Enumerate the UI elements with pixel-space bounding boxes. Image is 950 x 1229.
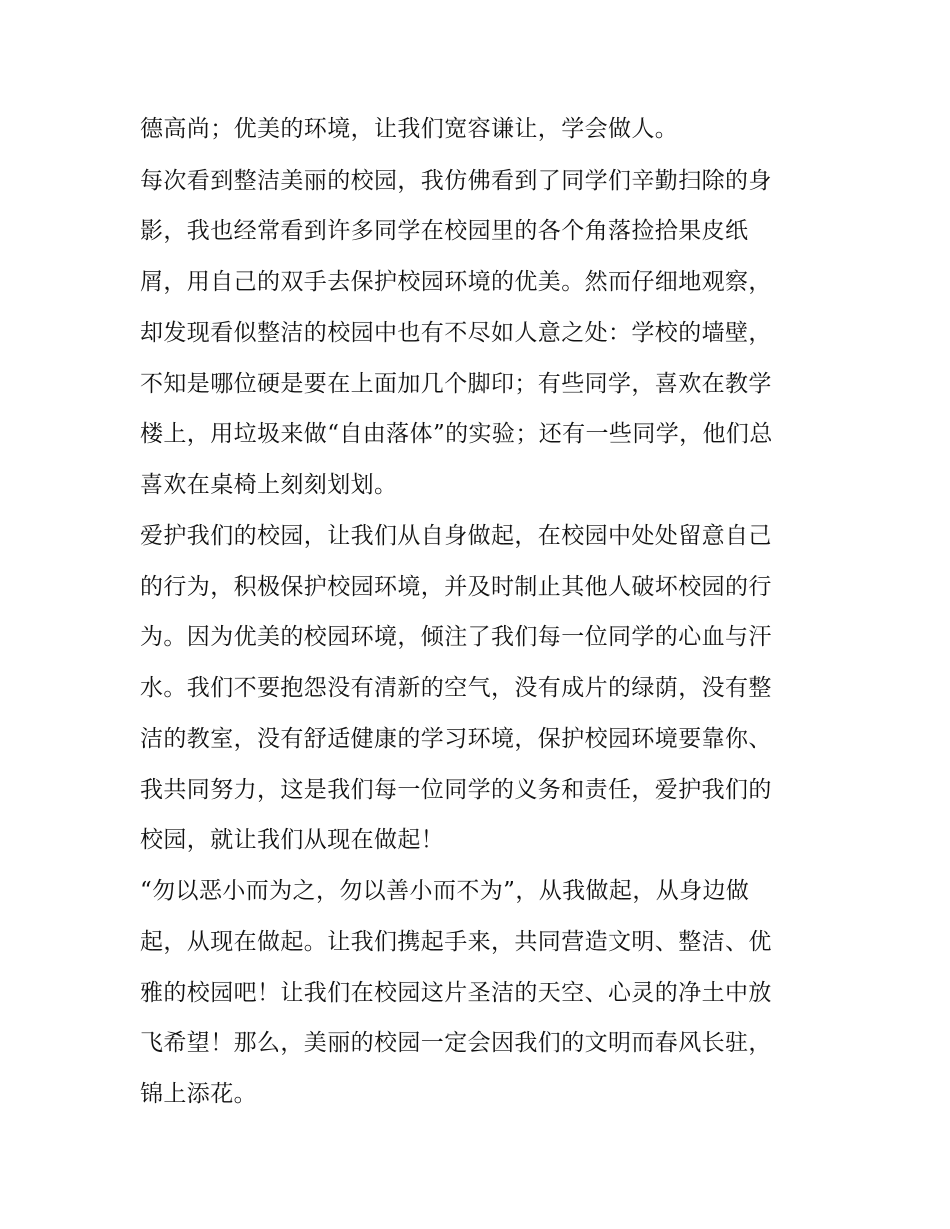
- text-line: 不知是哪位硬是要在上面加几个脚印；有些同学，喜欢在教学: [140, 371, 772, 397]
- text-line: 雅的校园吧！让我们在校园这片圣洁的天空、心灵的净土中放: [140, 980, 772, 1006]
- text-line: “勿以恶小而为之，勿以善小而不为”，从我做起，从身边做: [140, 878, 750, 904]
- text-line: 屑，用自己的双手去保护校园环境的优美。然而仔细地观察，: [140, 269, 772, 295]
- text-line: 我共同努力，这是我们每一位同学的义务和责任，爱护我们的: [140, 777, 772, 803]
- text-line: 锦上添花。: [140, 1081, 257, 1107]
- text-line: 飞希望！那么，美丽的校园一定会因我们的文明而春风长驻，: [140, 1030, 772, 1056]
- text-line: 水。我们不要抱怨没有清新的空气，没有成片的绿荫，没有整: [140, 675, 772, 701]
- text-line: 校园，就让我们从现在做起！: [140, 827, 445, 853]
- text-line: 爱护我们的校园，让我们从自身做起，在校园中处处留意自己: [140, 523, 772, 549]
- text-line: 每次看到整洁美丽的校园，我仿佛看到了同学们辛勤扫除的身: [140, 168, 772, 194]
- text-line: 德高尚；优美的环境，让我们宽容谦让，学会做人。: [140, 116, 679, 142]
- text-line: 却发现看似整洁的校园中也有不尽如人意之处：学校的墙壁，: [140, 320, 772, 346]
- text-line: 楼上，用垃圾来做“自由落体”的实验；还有一些同学，他们总: [140, 421, 773, 447]
- text-line: 的行为，积极保护校园环境，并及时制止其他人破坏校园的行: [140, 574, 772, 600]
- text-line: 影，我也经常看到许多同学在校园里的各个角落捡拾果皮纸: [140, 218, 749, 244]
- text-line: 喜欢在桌椅上刻刻划划。: [140, 472, 398, 498]
- text-line: 为。因为优美的校园环境，倾注了我们每一位同学的心血与汗: [140, 624, 772, 650]
- text-line: 洁的教室，没有舒适健康的学习环境，保护校园环境要靠你、: [140, 726, 772, 752]
- text-line: 起，从现在做起。让我们携起手来，共同营造文明、整洁、优: [140, 929, 772, 955]
